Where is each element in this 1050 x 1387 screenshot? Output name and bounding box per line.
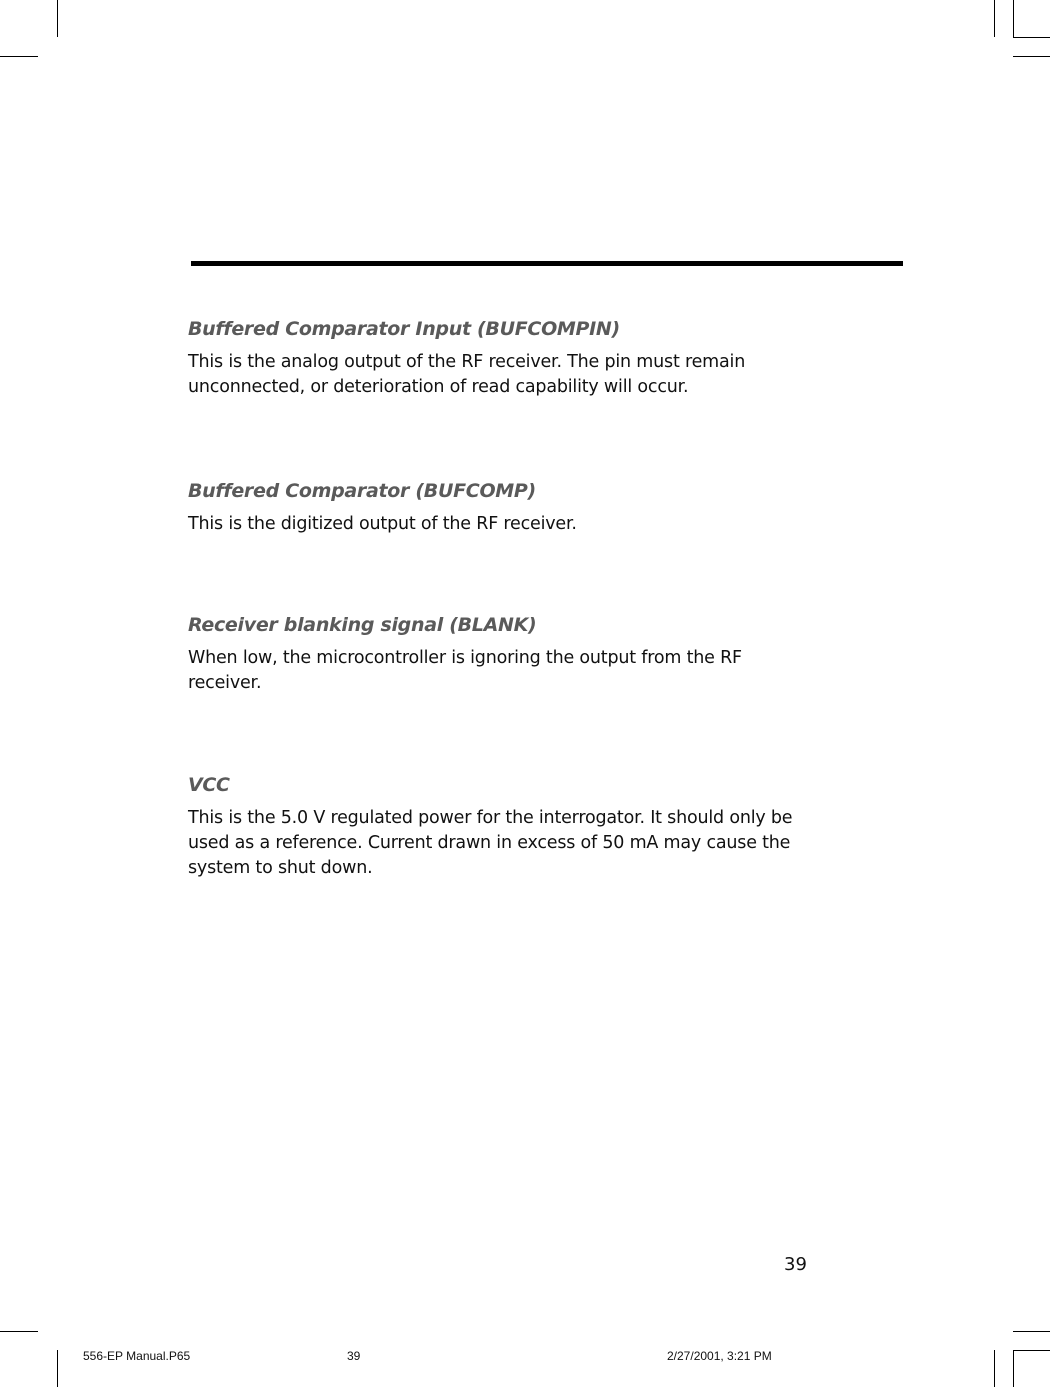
crop-mark-top-left-vertical	[57, 0, 58, 37]
crop-mark-top-right-vertical-outer	[994, 0, 995, 37]
section-blank	[188, 613, 828, 696]
section-bufcomp	[188, 479, 828, 537]
body-line: When low, the microcontroller is ignoring the output from the RF	[188, 648, 742, 668]
crop-mark-top-left-horizontal	[0, 56, 38, 57]
crop-mark-top-right-horizontal	[1013, 56, 1050, 57]
body-line: unconnected, or deterioration of read capability will occur.	[188, 377, 689, 397]
section-body	[188, 512, 828, 537]
section-bufcompin	[188, 317, 828, 400]
crop-mark-bottom-left-horizontal	[0, 1331, 38, 1332]
crop-mark-top-right-horizontal-inner	[1013, 37, 1050, 38]
header-rule	[191, 261, 903, 266]
crop-mark-bottom-right-horizontal	[1013, 1331, 1050, 1332]
section-body	[188, 646, 828, 696]
body-line: receiver.	[188, 673, 262, 693]
section-heading: Buffered Comparator Input (BUFCOMPIN)	[188, 318, 620, 340]
slug-filename: 556-EP Manual.P65	[83, 1349, 191, 1363]
section-body	[188, 350, 828, 400]
body-line: This is the 5.0 V regulated power for the interrogator. It should only be	[188, 808, 793, 828]
crop-mark-bottom-right-vertical-inner	[1013, 1350, 1014, 1387]
section-vcc	[188, 773, 828, 881]
page-number: 39	[784, 1254, 807, 1275]
section-body	[188, 806, 828, 881]
body-line: used as a reference. Current drawn in excess of 50 mA may cause the	[188, 833, 791, 853]
body-line: This is the analog output of the RF receiver. The pin must remain	[188, 352, 746, 372]
section-heading: Buffered Comparator (BUFCOMP)	[188, 480, 536, 502]
crop-mark-bottom-right-horizontal-inner	[1013, 1350, 1050, 1351]
crop-mark-bottom-right-vertical-outer	[994, 1350, 995, 1387]
slug-page: 39	[347, 1349, 361, 1363]
section-heading: Receiver blanking signal (BLANK)	[188, 614, 537, 636]
slug-timestamp: 2/27/2001, 3:21 PM	[667, 1349, 772, 1363]
crop-mark-top-right-vertical-inner	[1013, 0, 1014, 37]
crop-mark-bottom-left-vertical	[57, 1350, 58, 1387]
body-line: system to shut down.	[188, 858, 373, 878]
body-line: This is the digitized output of the RF receiver.	[188, 514, 577, 534]
section-heading: VCC	[188, 774, 230, 796]
